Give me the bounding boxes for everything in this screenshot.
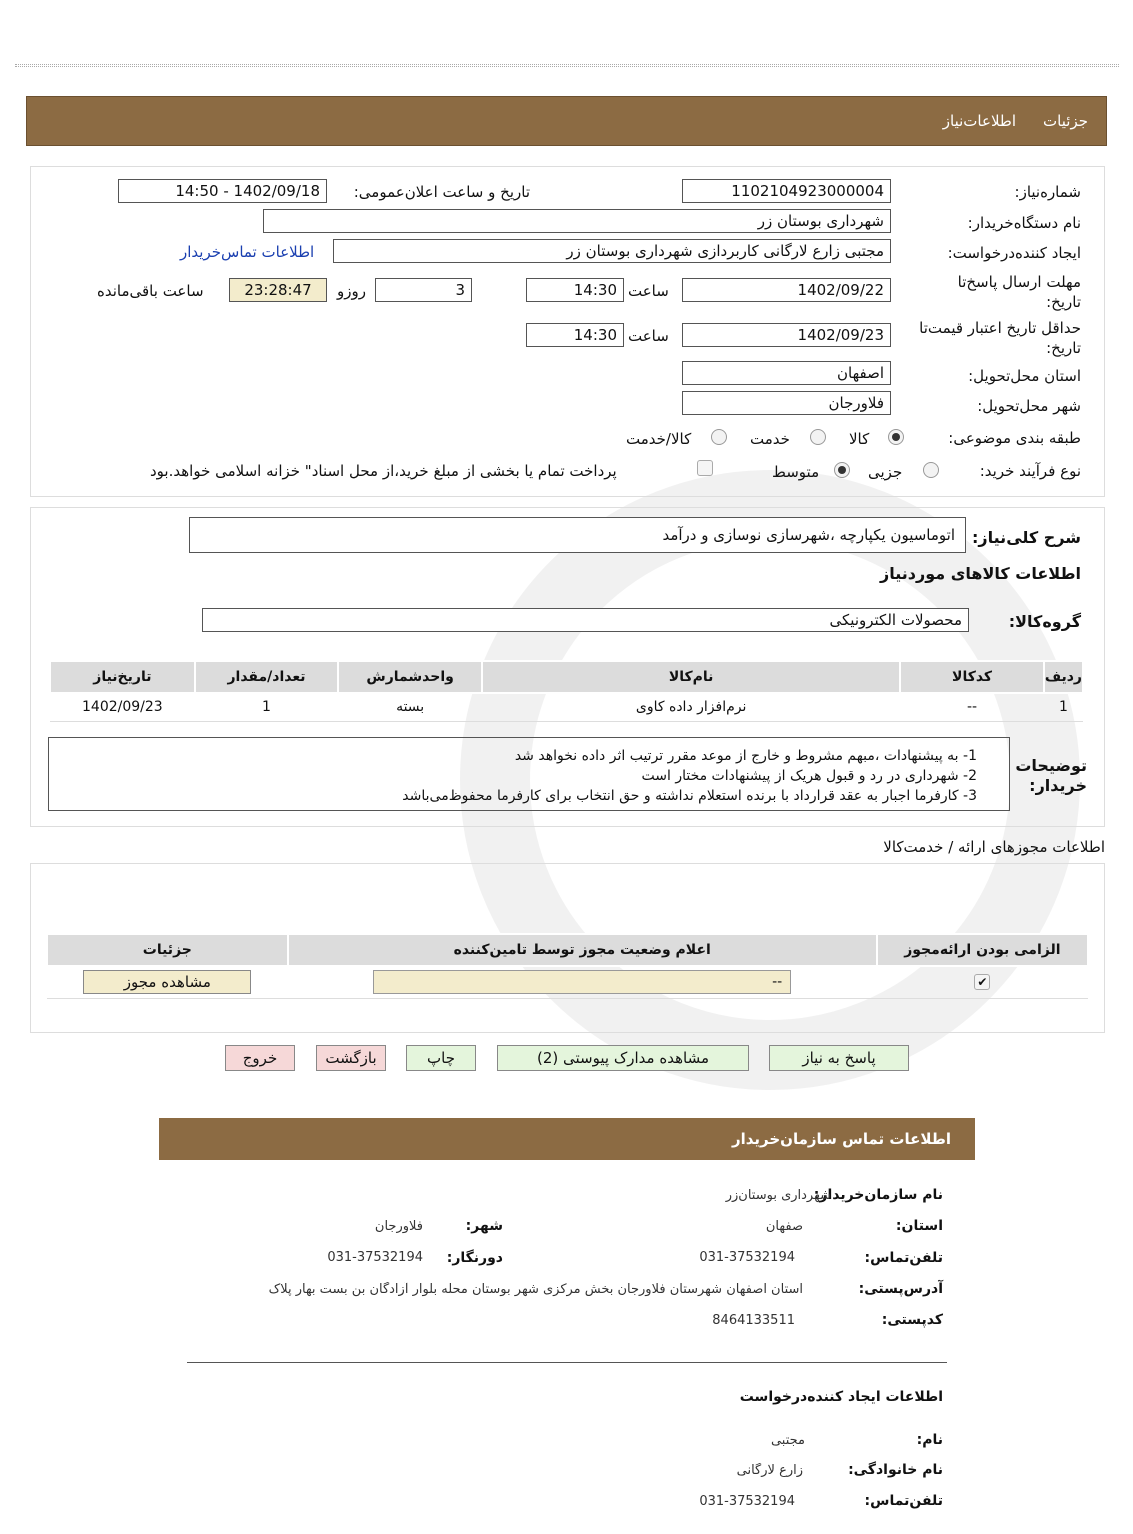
process-medium-radio[interactable] (834, 462, 850, 478)
buyer-label: نام دستگاه‌خریدار: (967, 214, 1081, 232)
deadline-label (958, 272, 1081, 312)
tab-need-info[interactable]: اطلاعات‌نیاز (942, 112, 1016, 130)
validity-hour-label: ساعت (628, 327, 669, 345)
remaining-label: ساعت باقی‌مانده (97, 282, 204, 300)
treasury-payment-checkbox[interactable] (697, 460, 713, 476)
goods-info-title: اطلاعات کالاهای موردنیاز (880, 564, 1081, 583)
cell-name: نرم‌افزار داده کاوی (482, 693, 900, 721)
city-field: فلاورجان (682, 391, 891, 415)
category-goods-label: کالا (849, 430, 870, 448)
creator-info-title: اطلاعات ایجاد کننده‌درخواست (739, 1389, 943, 1405)
col-name: نام‌کالا (482, 661, 900, 693)
buyer-contact-link[interactable]: اطلاعات تماس‌خریدار (180, 243, 315, 261)
creator-family-value: زارع لارگانی (736, 1463, 803, 1478)
goods-table-header (50, 661, 1083, 693)
goods-group-label: گروه‌کالا: (1008, 612, 1081, 631)
table-row (47, 966, 1088, 998)
need-number-field: 1102104923000004 (682, 179, 891, 203)
licenses-table-header (47, 934, 1088, 966)
validity-date-field: 1402/09/23 (682, 323, 891, 347)
license-required-checkbox: ✔ (974, 974, 990, 990)
print-button[interactable]: چاپ (406, 1045, 476, 1071)
contact-divider (187, 1362, 947, 1363)
deadline-hour-label: ساعت (628, 282, 669, 300)
process-minor-label: جزیی (868, 463, 903, 481)
cell-unit: بسته (338, 693, 482, 721)
buyer-notes-label-line1: توضیحات (1015, 756, 1087, 775)
note-line-1: 1- به پیشنهادات ،مبهم مشروط و خارج از موعد مقرر ترتیب اثر داده نخواهد شد (514, 748, 977, 764)
province-label: استان محل‌تحویل: (968, 367, 1081, 385)
contact-header-bar (159, 1118, 975, 1160)
contact-phone-label: تلفن‌تماس: (864, 1250, 943, 1266)
note-line-3: 3- کارفرما اجبار به عقد قرارداد با برنده استعلام نداشته و حق انتخاب برای کارفرما محفوظ‌می‌باشد (402, 788, 977, 804)
reply-button[interactable]: پاسخ به نیاز (769, 1045, 909, 1071)
contact-fax-value: 031-37532194 (327, 1250, 423, 1265)
cell-row: 1 (1044, 693, 1083, 721)
contact-phone-value: 031-37532194 (699, 1250, 795, 1265)
deadline-date-field: 1402/09/22 (682, 278, 891, 302)
creator-name-label: نام: (916, 1432, 943, 1448)
remaining-time-field: 23:28:47 (229, 278, 327, 302)
description-field: اتوماسیون یکپارچه ،شهرسازی نوسازی و درآمد (189, 517, 966, 553)
view-license-button[interactable]: مشاهده مجوز (83, 970, 251, 994)
announce-label: تاریخ و ساعت اعلان‌عمومی: (353, 183, 530, 201)
process-medium-label: متوسط (772, 463, 820, 481)
deadline-hour-field: 14:30 (526, 278, 624, 302)
category-service-label: خدمت (750, 430, 790, 448)
exit-button[interactable]: خروج (225, 1045, 295, 1071)
buyer-notes-label (1015, 756, 1087, 796)
col-qty: تعداد/مقدار (195, 661, 339, 693)
attachments-button[interactable]: مشاهده مدارک پیوستی (2) (497, 1045, 749, 1071)
col-unit: واحدشمارش (338, 661, 482, 693)
category-label: طبقه بندی موضوعی: (948, 429, 1081, 447)
contact-province-label: استان: (895, 1218, 943, 1234)
validity-hour-field: 14:30 (526, 323, 624, 347)
note-line-2: 2- شهرداری در رد و قبول هریک از پیشنهادات مختار است (641, 768, 977, 784)
days-label: روز‌و (337, 282, 366, 300)
col-code: کدکالا (900, 661, 1044, 693)
contact-province-value: صفهان (765, 1219, 803, 1234)
creator-phone-label: تلفن‌تماس: (864, 1493, 943, 1509)
org-label: نام سازمان‌خریدار: (813, 1187, 943, 1203)
category-goods-radio[interactable] (888, 429, 904, 445)
category-service-radio[interactable] (810, 429, 826, 445)
creator-family-label: نام خانوادگی: (848, 1462, 943, 1478)
license-details-cell (47, 966, 288, 998)
col-license-status: اعلام وضعیت مجوز توسط تامین‌کننده (288, 934, 877, 966)
licenses-table (46, 933, 1089, 999)
back-button[interactable]: بازگشت (316, 1045, 386, 1071)
province-field: اصفهان (682, 361, 891, 385)
contact-address-label: آدرس‌پستی: (858, 1281, 943, 1297)
cell-date: 1402/09/23 (50, 693, 195, 721)
cell-qty: 1 (195, 693, 339, 721)
city-label: شهر محل‌تحویل: (977, 397, 1081, 415)
process-minor-radio[interactable] (923, 462, 939, 478)
validity-label-line2: تاریخ: (1046, 339, 1081, 357)
contact-postal-value: 8464133511 (712, 1313, 795, 1328)
deadline-label-line1: مهلت ارسال پاسخ‌تا (957, 273, 1081, 291)
license-status-field: -- (373, 970, 791, 994)
licenses-title: اطلاعات مجوزهای ارائه / خدمت‌کالا (883, 838, 1105, 856)
tab-details[interactable]: جزئیات (1043, 112, 1088, 130)
top-separator (15, 64, 1119, 67)
process-label: نوع فرآیند خرید: (979, 462, 1081, 480)
contact-city-value: فلاورجان (374, 1219, 423, 1234)
cell-code: -- (900, 693, 1044, 721)
category-goods-service-label: کالا/خدمت (626, 430, 692, 448)
contact-city-label: شهر: (465, 1218, 503, 1234)
col-license-required: الزامی بودن ارائه‌مجوز (877, 934, 1088, 966)
announce-field: 1402/09/18 - 14:50 (118, 179, 327, 203)
buyer-notes-label-line2: خریدار: (1029, 776, 1087, 795)
table-row (50, 693, 1083, 721)
treasury-payment-text: پرداخت تمام یا بخشی از مبلغ خرید،از محل اسناد" خزانه اسلامی خواهد.بود (150, 462, 617, 480)
creator-label: ایجاد کننده‌درخواست: (947, 244, 1081, 262)
buyer-notes-box (48, 737, 1010, 811)
org-value: شهرداری بوستان‌زر (725, 1188, 831, 1203)
validity-label (919, 318, 1081, 358)
creator-phone-value: 031-37532194 (699, 1494, 795, 1509)
goods-table (49, 660, 1084, 722)
license-status-cell (288, 966, 877, 998)
col-row: ردیف (1044, 661, 1083, 693)
col-license-details: جزئیات (47, 934, 288, 966)
description-label: شرح کلی‌نیاز: (972, 528, 1081, 547)
deadline-label-line2: تاریخ: (1046, 293, 1081, 311)
license-required-cell (877, 966, 1088, 998)
buyer-field: شهرداری بوستان زر (263, 209, 891, 233)
creator-field: مجتبی زارع لارگانی کاربردازی شهرداری بوستان زر (333, 239, 891, 263)
goods-group-field: محصولات الکترونیکی (202, 608, 969, 632)
creator-name-value: مجتبی (770, 1433, 805, 1448)
contact-postal-label: کدپستی: (881, 1312, 943, 1328)
contact-address-value: استان اصفهان شهرستان فلاورجان بخش مرکزی شهر بوستان محله بلوار آزادگان بن بست بهار پلاک (268, 1282, 803, 1297)
category-goods-service-radio[interactable] (711, 429, 727, 445)
header-bar (26, 96, 1107, 146)
days-field: 3 (375, 278, 472, 302)
contact-fax-label: دورنگار: (446, 1250, 503, 1266)
validity-label-line1: حداقل تاریخ اعتبار قیمت‌تا (919, 319, 1081, 337)
col-date: تاریخ‌نیاز (50, 661, 195, 693)
contact-title: اطلاعات تماس سازمان‌خریدار (731, 1130, 951, 1148)
need-number-label: شماره‌نیاز: (1014, 183, 1081, 201)
